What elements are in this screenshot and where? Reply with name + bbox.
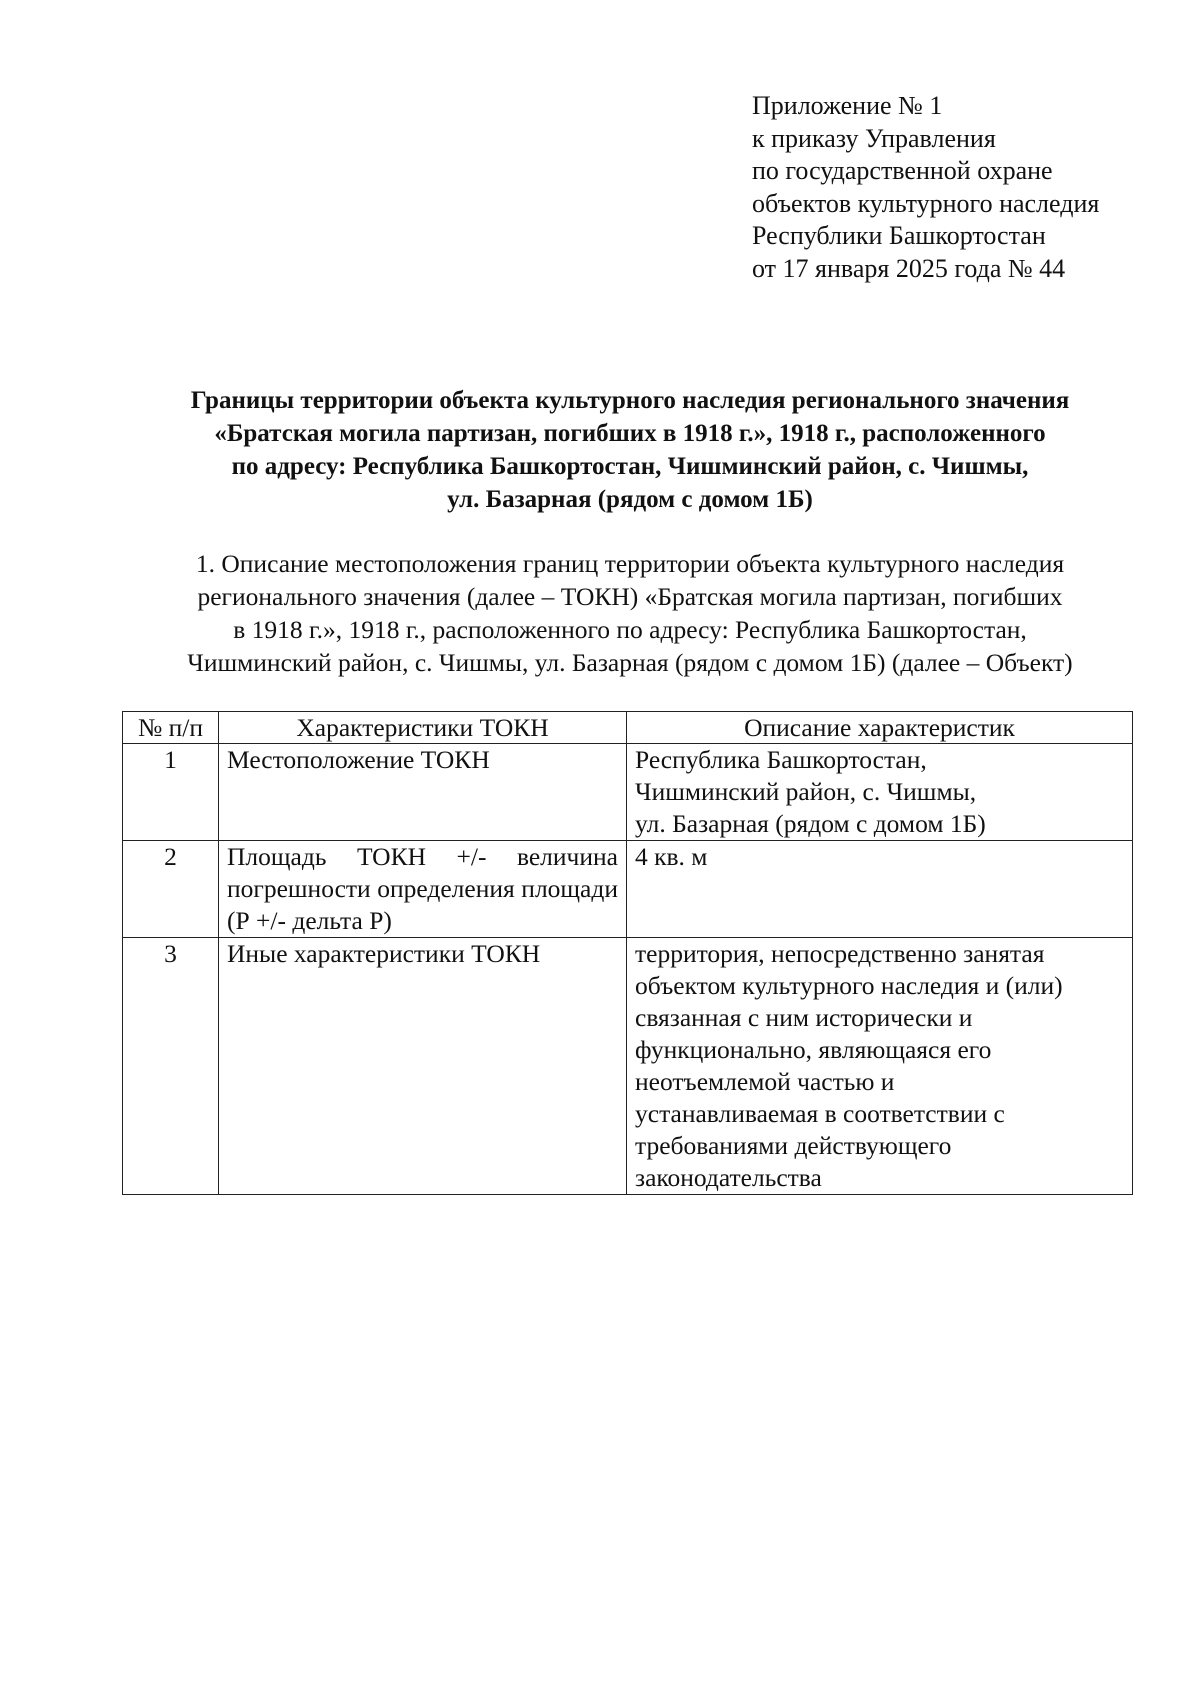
description-line: Чишминский район, с. Чишмы, [635,777,977,806]
title-line: Границы территории объекта культурного наследия регионального значения [190,387,1070,414]
description-line: территория, непосредственно занятая [635,939,1045,968]
table-header-row [123,712,1133,744]
row-description [627,938,1133,1195]
description-line: устанавливаемая в соответствии с [635,1099,1005,1128]
document-title [90,384,1170,516]
header-description: Описание характеристик [627,712,1133,744]
appendix-block [752,90,1152,285]
description-line: неотъемлемой частью и [635,1067,895,1096]
description-line: объектом культурного наследия и (или) [635,971,1063,1000]
appendix-line: объектов культурного наследия [752,188,1100,218]
appendix-line: от 17 января 2025 года № 44 [752,253,1066,283]
title-line: по адресу: Республика Башкортостан, Чишминский район, с. Чишмы, [231,453,1029,480]
characteristics-table [122,711,1133,1195]
row-number: 1 [123,744,219,841]
description-line: 4 кв. м [635,842,708,871]
row-number: 3 [123,938,219,1195]
intro-line: 1. Описание местоположения границ территории объекта культурного наследия [195,549,1065,578]
table-row [123,841,1133,938]
table-row [123,938,1133,1195]
header-number: № п/п [123,712,219,744]
row-characteristic: Местоположение ТОКН [219,744,627,841]
description-line: связанная с ним исторически и [635,1003,973,1032]
description-line: функционально, являющаяся его [635,1035,992,1064]
intro-line: Чишминский район, с. Чишмы, ул. Базарная (рядом с домом 1Б) (далее – Объект) [187,648,1073,677]
row-characteristic: Площадь ТОКН +/- величина погрешности определения площади (Р +/- дельта Р) [219,841,627,938]
appendix-line: Республики Башкортостан [752,221,1046,250]
description-line: законодательства [635,1163,822,1192]
title-line: ул. Базарная (рядом с домом 1Б) [447,486,813,513]
description-line: требованиями действующего [635,1131,952,1160]
appendix-line: по государственной охране [752,156,1053,185]
appendix-line: Приложение № 1 [752,91,943,120]
description-line: Республика Башкортостан, [635,745,927,774]
intro-line: регионального значения (далее – ТОКН) «Братская могила партизан, погибших [197,582,1063,611]
row-number: 2 [123,841,219,938]
row-description [627,744,1133,841]
header-characteristic: Характеристики ТОКН [219,712,627,744]
description-line: ул. Базарная (рядом с домом 1Б) [635,809,986,838]
appendix-line: к приказу Управления [752,123,996,153]
section-description [90,547,1170,679]
row-description [627,841,1133,938]
row-characteristic: Иные характеристики ТОКН [219,938,627,1195]
table-row [123,744,1133,841]
intro-line: в 1918 г.», 1918 г., расположенного по адресу: Республика Башкортостан, [233,615,1027,644]
title-line: «Братская могила партизан, погибших в 1918 г.», 1918 г., расположенного [214,420,1046,447]
